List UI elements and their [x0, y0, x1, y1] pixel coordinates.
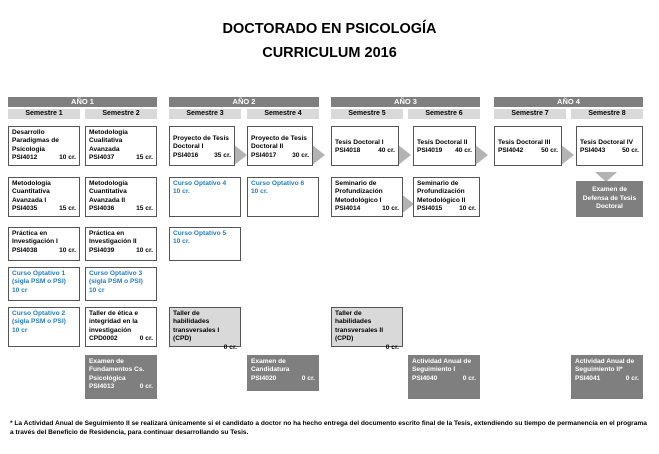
year-header-3: AÑO 3 [331, 97, 480, 107]
semester-header-3: Semestre 3 [169, 109, 241, 119]
course-box: Tesis Doctoral I PSI4018 40 cr. [331, 126, 399, 166]
course-box: Taller de ética e integridad en la investigación CPD0002 0 cr. [85, 307, 157, 347]
arrow-right-icon [397, 144, 411, 166]
semester-header-7: Semestre 7 [494, 109, 566, 119]
course-box: Proyecto de Tesis Doctoral I PSI4016 35 cr. [169, 126, 235, 166]
optional-course-box: Curso Optativo 2 (sigla PSM o PSI) 10 cr [8, 307, 80, 347]
year-header-4: AÑO 4 [494, 97, 643, 107]
optional-course-box: Curso Optativo 3 (sigla PSM o PSI) 10 cr [85, 267, 157, 301]
page-subtitle: CURRICULUM 2016 [262, 45, 397, 61]
course-box: Seminario de Profundización Metodológico I PSI4014 10 cr. [331, 177, 403, 217]
semester-header-5: Semestre 5 [331, 109, 403, 119]
course-box: Tesis Doctoral III PSI4042 50 cr. [494, 126, 562, 166]
year-header-2: AÑO 2 [169, 97, 319, 107]
course-box: Metodología Cualitativa Avanzada PSI4037 15 cr. [85, 126, 157, 166]
course-box: Metodología Cuantitativa Avanzada II PSI4036 15 cr. [85, 177, 157, 217]
optional-course-box: Curso Optativo 6 10 cr. [247, 177, 319, 217]
arrow-right-icon [233, 144, 247, 166]
course-box: Proyecto de Tesis Doctoral II PSI4017 30 cr. [247, 126, 313, 166]
course-box: Desarrollo Paradigmas de Psicología PSI4012 10 cr. [8, 126, 80, 166]
course-box: Práctica en Investigación II PSI4039 10 cr. [85, 227, 157, 261]
page-title: DOCTORADO EN PSICOLOGÍA [222, 21, 437, 37]
optional-course-box: Curso Optativo 5 10 cr. [169, 227, 241, 261]
activity-box: Actividad Anual de Seguimiento I PSI4040 0 cr. [408, 355, 480, 399]
optional-course-box: Curso Optativo 1 (sigla PSM o PSI) 10 cr [8, 267, 80, 301]
semester-header-1: Semestre 1 [8, 109, 80, 119]
optional-course-box: Curso Optativo 4 10 cr. [169, 177, 241, 217]
exam-box: Examen de Fundamentos Cs. Psicológica PSI4013 0 cr. [85, 355, 157, 399]
course-box: Tesis Doctoral II PSI4019 40 cr. [413, 126, 476, 166]
footnote: * La Actividad Anual de Seguimiento II se realizará únicamente si el candidato a doctor no ha hecho entrega del documento escrito final de la Tesis, extendiendo su tiempo de permanencia en el programa a través del Beneficio de Residencia, para continuar desarrollando su Tesis. [10, 420, 647, 436]
arrow-right-icon [474, 144, 488, 166]
course-box: Tesis Doctoral IV PSI4043 50 cr. [576, 126, 643, 166]
activity-box: Actividad Anual de Seguimiento II* PSI4041 0 cr. [571, 355, 643, 399]
workshop-box: Taller de habilidades transversales I (CPD) 0 cr. [169, 307, 241, 347]
course-box: Metodología Cuantitativa Avanzada I PSI4035 15 cr. [8, 177, 80, 217]
arrow-right-icon [311, 144, 325, 166]
course-box: Seminario de Profundización Metodológico II PSI4015 10 cr. [413, 177, 480, 217]
course-box: Práctica en Investigación I PSI4038 10 cr. [8, 227, 80, 261]
workshop-box: Taller de habilidades transversales II (CPD) 0 cr. [331, 307, 403, 347]
exam-box: Examen de Candidatura PSI4020 0 cr. [247, 355, 319, 391]
arrow-right-icon [560, 144, 574, 166]
semester-header-6: Semestre 6 [408, 109, 480, 119]
semester-header-2: Semestre 2 [85, 109, 157, 119]
semester-header-4: Semestre 4 [247, 109, 319, 119]
thesis-defense-exam-box: Examen de Defensa de Tesis Doctoral [576, 181, 643, 217]
semester-header-8: Semestre 8 [571, 109, 643, 119]
year-header-1: AÑO 1 [8, 97, 157, 107]
